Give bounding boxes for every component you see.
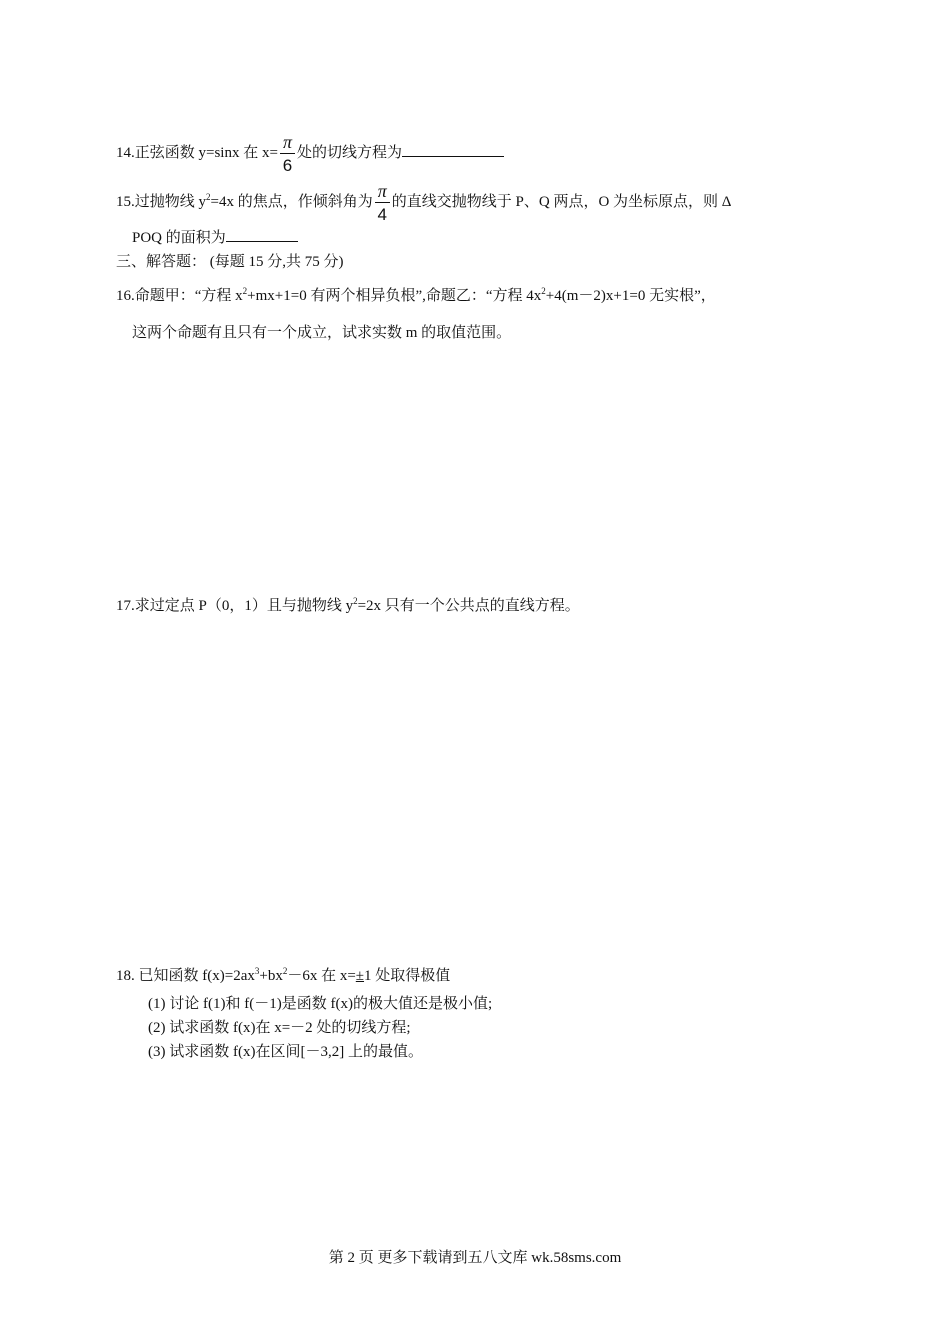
q15-fraction (375, 182, 390, 223)
q18-text-d: 1 处取得极值 (364, 968, 451, 984)
question-18 (116, 966, 450, 986)
q15-answer-blank (226, 227, 298, 242)
q14-text-a: 14.正弦函数 y=sinx 在 x= (116, 144, 278, 161)
q18-text-c: －6x 在 x= (287, 968, 356, 984)
q15-text-a: 15.过抛物线 y (116, 193, 207, 210)
q14-text-b: 处的切线方程为 (296, 144, 402, 161)
question-18-part-1: (1) 讨论 f(1)和 f(－1)是函数 f(x)的极大值还是极小值; (148, 996, 493, 1012)
q18-plus-minus: ± (355, 968, 365, 984)
q14-answer-blank (402, 142, 504, 157)
question-16-line2: 这两个命题有且只有一个成立，试求实数 m 的取值范围。 (132, 325, 512, 341)
q18-text-a: 18. 已知函数 f(x)=2ax (116, 968, 255, 984)
q16-text-a: 16.命题甲：“方程 x (116, 288, 243, 304)
q18-sup2: 2 (282, 966, 288, 976)
section-3-heading: 三、解答题： (每题 15 分,共 75 分) (116, 254, 344, 270)
q14-frac-den: 6 (282, 156, 293, 175)
page-footer: 第 2 页 更多下载请到五八文库 wk.58sms.com (328, 1250, 622, 1266)
q18-sup1: 3 (254, 966, 260, 976)
q15-text-c: 的直线交抛物线于 P、Q 两点，O 为坐标原点，则 Δ (391, 193, 732, 210)
q15-sup: 2 (206, 191, 211, 202)
q17-text-b: =2x 只有一个公共点的直线方程。 (357, 598, 580, 614)
q14-fraction (280, 133, 295, 174)
q17-text-a: 17.求过定点 P（0，1）且与抛物线 y (116, 598, 354, 614)
question-16 (116, 286, 716, 306)
q16-sup1: 2 (242, 286, 248, 296)
q15-text-b: =4x 的焦点，作倾斜角为 (210, 193, 373, 210)
q16-sup2: 2 (541, 286, 546, 296)
q16-text-c: +4(m－2)x+1=0 无实根”， (545, 288, 716, 304)
q14-frac-num: π (280, 133, 295, 154)
question-14 (116, 133, 504, 174)
q16-text-b: +mx+1=0 有两个相异负根”,命题乙：“方程 4x (247, 288, 542, 304)
q15-frac-den: 4 (377, 205, 387, 224)
question-15-line2 (132, 227, 298, 248)
q15-frac-num: π (375, 182, 390, 203)
question-17 (116, 596, 580, 616)
question-18-part-2: (2) 试求函数 f(x)在 x=－2 处的切线方程; (148, 1020, 411, 1036)
q17-sup: 2 (353, 596, 358, 606)
q15-line2: POQ 的面积为 (132, 230, 226, 246)
question-15 (116, 182, 731, 223)
q18-text-b: +bx (259, 968, 283, 984)
question-18-part-3: (3) 试求函数 f(x)在区间[－3,2] 上的最值。 (148, 1044, 423, 1060)
